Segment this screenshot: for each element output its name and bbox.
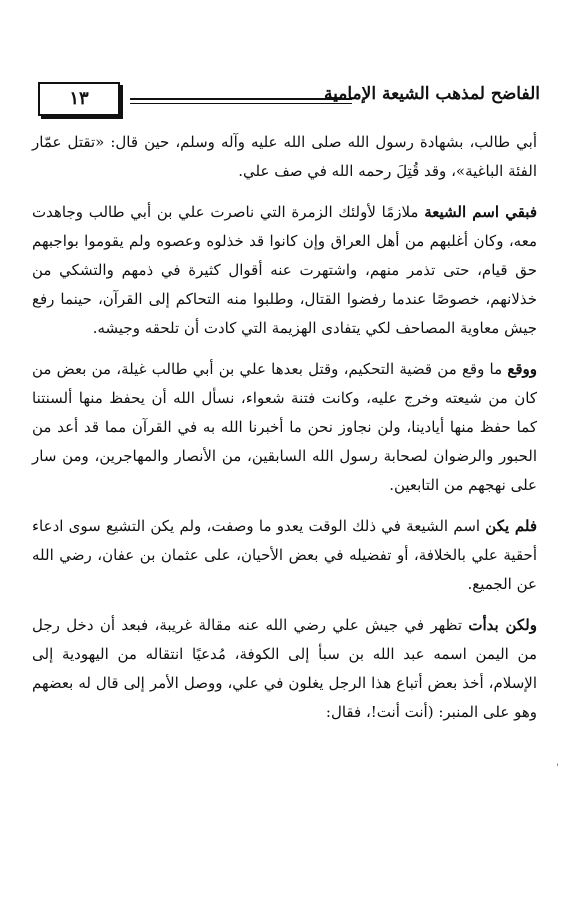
paragraph-4 bbox=[32, 512, 537, 599]
paragraph-1 bbox=[32, 128, 537, 186]
paragraph-lead: فلم يكن bbox=[485, 517, 537, 535]
page-number: ١٣ bbox=[38, 82, 120, 116]
paragraph-text: أبي طالب، بشهادة رسول الله صلى الله عليه وآله وسلم، حين قال: «تقتل عمّار الفئة الباغية»، وقد قُتِلَ رحمه الله في صف علي. bbox=[32, 133, 537, 180]
header-rule bbox=[130, 98, 352, 100]
paragraph-3 bbox=[32, 355, 537, 500]
header-rule-thin bbox=[130, 103, 352, 104]
page-body bbox=[32, 128, 537, 741]
paragraph-5 bbox=[32, 611, 537, 727]
paragraph-lead: ووقع bbox=[507, 360, 537, 378]
paragraph-2 bbox=[32, 198, 537, 343]
paragraph-text: ما وقع من قضية التحكيم، وقتل بعدها علي بن أبي طالب غيلة، من بعض من كان من شيعته وخرج عليه، وكانت فتنة شعواء، نسأل الله أن يحفظ منها ألسنتنا كما حفظ منها أيادينا، ولن نجاوز نحن ما أخبرنا الله به في القرآن مما قد أعد من الحبور والرضوان لصحابة رسول الله السابقين، من الأنصار والمهاجرين، ومن سار على نهجهم من التابعين. bbox=[32, 360, 537, 494]
paragraph-lead: فبقي اسم الشيعة bbox=[424, 203, 537, 221]
margin-mark: ˈ bbox=[556, 762, 560, 775]
paragraph-text: اسم الشيعة في ذلك الوقت يعدو ما وصفت، ولم يكن التشيع سوى ادعاء أحقية علي بالخلافة، أو تفضيله في بعض الأحيان، على عثمان بن عفان، رضي الله عن الجميع. bbox=[32, 517, 537, 593]
paragraph-text: ملازمًا لأولئك الزمرة التي ناصرت علي بن أبي طالب وجاهدت معه، وكان أغلبهم من أهل العراق وإن كانوا قد خذلوه وعصوه ولم يقوموا بواجبهم حق قيام، حتى تذمر منهم، واشتهرت عنه أقوال كثيرة في ذمهم والتشكي من خذلانهم، خصوصًا عندما رفضوا القتال، وطلبوا منه التحاكم إلى القرآن، حينما رفع جيش معاوية المصاحف لكي يتفادى الهزيمة التي كادت أن تلحقه وجيشه. bbox=[32, 203, 537, 337]
running-title: الفاضح لمذهب الشيعة الإمامية bbox=[323, 84, 540, 104]
paragraph-lead: ولكن بدأت bbox=[468, 616, 537, 634]
paragraph-text: تظهر في جيش علي رضي الله عنه مقالة غريبة، فبعد أن دخل رجل من اليمن اسمه عبد الله بن سبأ إلى الكوفة، مُدعيًا انتقاله من اليهودية إلى الإسلام، أخذ بعض أتباع هذا الرجل يغلون في علي، ووصل الأمر إلى قال له بعضهم وهو على المنبر: (أنت أنت!، فقال: bbox=[32, 616, 537, 721]
page-header bbox=[30, 80, 540, 116]
